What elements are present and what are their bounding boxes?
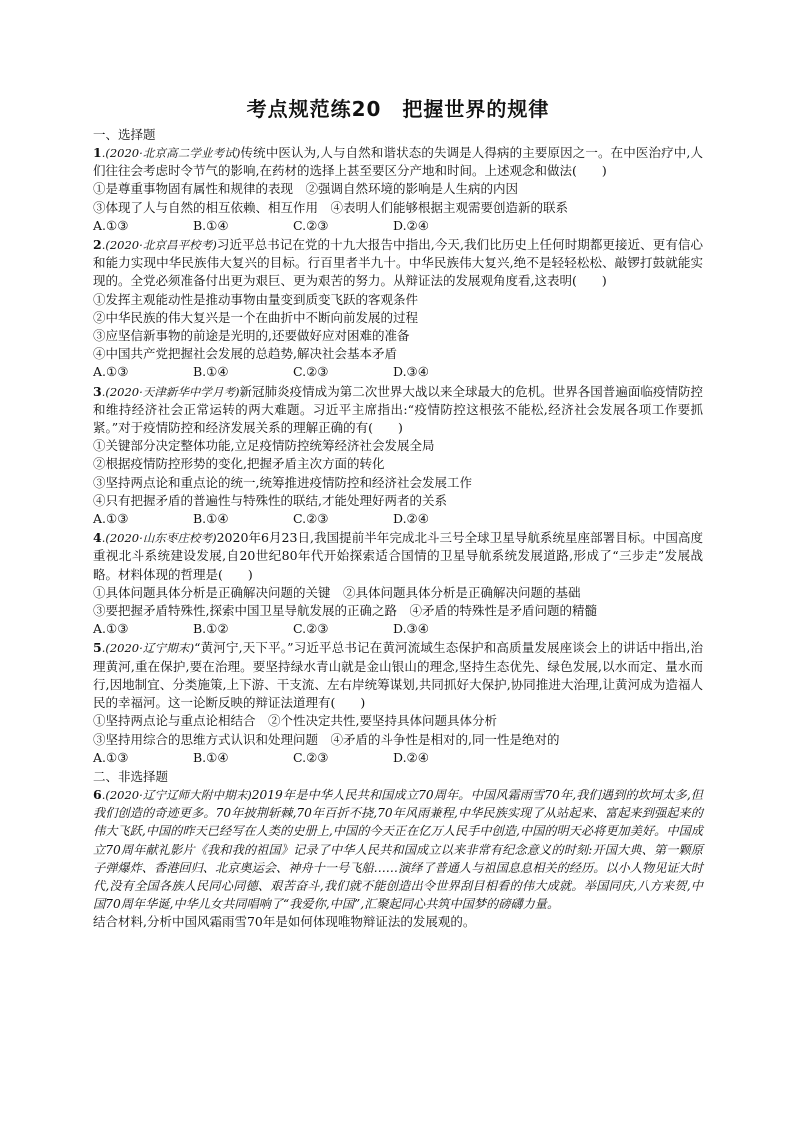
option-line: ①坚持两点论与重点论相结合 ②个性决定共性,要坚持具体问题具体分析 bbox=[93, 713, 497, 729]
question-2 bbox=[93, 236, 703, 382]
choice-b: B.①④ bbox=[193, 749, 229, 765]
section-heading-choice: 一、选择题 bbox=[93, 127, 156, 142]
option-line: ④只有把握矛盾的普遍性与特殊性的联结,才能处理好两者的关系 bbox=[93, 492, 447, 508]
question-text: 传统中医认为,人与自然和谐状态的失调是人得病的主要原因之一。在中医治疗中,人们往往会考虑时令节气的影响,在药材的选择上甚至要区分产地和时间。上述观念和做法( ) bbox=[93, 145, 703, 179]
option-line: ③要把握矛盾特殊性,探索中国卫星导航发展的正确之路 ④矛盾的特殊性是矛盾问题的精髓 bbox=[93, 603, 597, 619]
choice-d: D.②④ bbox=[393, 749, 429, 765]
question-number: 2 bbox=[93, 237, 102, 253]
choice-d: D.②④ bbox=[393, 217, 429, 233]
answer-choices bbox=[93, 363, 703, 381]
choice-a: A.①③ bbox=[93, 511, 129, 527]
choice-c: C.②③ bbox=[293, 217, 329, 233]
question-number: 6 bbox=[93, 786, 102, 802]
question-source: .(2020·辽宁辽师大附中期末) bbox=[101, 787, 252, 802]
question-source: .(2020·北京昌平校考) bbox=[101, 238, 217, 253]
question-source: .(2020·北京高二学业考试) bbox=[101, 146, 241, 160]
document-page bbox=[93, 96, 703, 932]
answer-choices bbox=[93, 510, 703, 528]
choice-d: D.③④ bbox=[393, 621, 429, 637]
question-number: 4 bbox=[93, 530, 102, 546]
answer-choices bbox=[93, 749, 703, 767]
choice-c: C.②③ bbox=[293, 749, 329, 765]
choice-a: A.①③ bbox=[93, 749, 129, 765]
question-number: 1 bbox=[93, 145, 102, 160]
answer-choices bbox=[93, 217, 703, 235]
option-line: ②中华民族的伟大复兴是一个在曲折中不断向前发展的过程 bbox=[93, 309, 419, 325]
question-2-stem bbox=[93, 236, 703, 291]
option-line: ①具体问题具体分析是正确解决问题的关键 ②具体问题具体分析是正确解决问题的基础 bbox=[93, 584, 581, 600]
option-line: ①关键部分决定整体功能,立足疫情防控统筹经济社会发展全局 bbox=[93, 438, 435, 454]
option-line: ①是尊重事物固有属性和规律的表现 ②强调自然环境的影响是人生病的内因 bbox=[93, 181, 519, 197]
question-source: .(2020·天津新华中学月考) bbox=[101, 384, 240, 399]
option-line: ③坚持两点论和重点论的统一,统筹推进疫情防控和经济社会发展工作 bbox=[93, 474, 472, 490]
choice-b: B.①④ bbox=[193, 217, 229, 233]
choice-d: D.③④ bbox=[393, 364, 429, 380]
question-source: .(2020·山东枣庄校考) bbox=[101, 531, 217, 546]
option-line: ①发挥主观能动性是推动事物由量变到质变飞跃的客观条件 bbox=[93, 291, 419, 307]
choice-b: B.①④ bbox=[193, 511, 229, 527]
question-5-stem bbox=[93, 639, 703, 712]
choice-c: C.②③ bbox=[293, 364, 329, 380]
option-line: ②根据疫情防控形势的变化,把握矛盾主次方面的转化 bbox=[93, 456, 385, 472]
question-source: .(2020·辽宁期末) bbox=[101, 641, 195, 656]
page-title: 考点规范练20 把握世界的规律 bbox=[246, 97, 550, 121]
question-number: 5 bbox=[93, 640, 102, 656]
question-1-stem bbox=[93, 144, 703, 180]
choice-a: A.①③ bbox=[93, 364, 129, 380]
question-1 bbox=[93, 144, 703, 235]
question-number: 3 bbox=[93, 383, 102, 399]
question-text: “黄河宁,天下平。”习近平总书记在黄河流域生态保护和高质量发展座谈会上的讲话中指出,治理黄河,重在保护,要在治理。要坚持绿水青山就是金山银山的理念,坚持生态优先、绿色发展,以水而定、量水而行,因地制宜、分类施策,上下游、干支流、左右岸统筹谋划,共同抓好大保护,协同推进大治理,让黄河成为造福人民的幸福河。这一论断反映的辩证法道理有( ) bbox=[93, 640, 703, 711]
section-heading-non-choice: 二、非选择题 bbox=[93, 768, 169, 784]
question-3 bbox=[93, 383, 703, 529]
question-6-prompt: 结合材料,分析中国风霜雨雪70年是如何体现唯物辩证法的发展观的。 bbox=[93, 914, 476, 930]
question-4 bbox=[93, 529, 703, 638]
choice-c: C.②③ bbox=[293, 511, 329, 527]
option-line: ③坚持用综合的思维方式认识和处理问题 ④矛盾的斗争性是相对的,同一性是绝对的 bbox=[93, 731, 560, 747]
question-6-material bbox=[93, 786, 703, 913]
choice-b: B.①④ bbox=[193, 364, 229, 380]
choice-d: D.②④ bbox=[393, 511, 429, 527]
question-4-stem bbox=[93, 529, 703, 584]
question-text: 2020年6月23日,我国提前半年完成北斗三号全球卫星导航系统星座部署目标。中国高度重视北斗系统建设发展,自20世纪80年代开始探索适合国情的卫星导航系统发展道路,形成了“三步走”发展战略。材料体现的哲理是( ) bbox=[93, 530, 703, 582]
material-text: 2019年是中华人民共和国成立70周年。中国风霜雨雪70年,我们遇到的坎坷太多,但我们创造的奇迹更多。70年披荆斩棘,70年百折不挠,70年风雨兼程,中华民族实现了从站起来、富起来到强起来的伟大飞跃,中国的昨天已经写在人类的史册上,中国的今天正在亿万人民手中创造,中国的明天必将更加美好。中国成立70周年献礼影片《我和我的祖国》记录了中华人民共和国成立以来非常有纪念意义的时刻:开国大典、第一颗原子弹爆炸、香港回归、北京奥运会、神舟十一号飞船……演绎了普通人与祖国息息相关的经历。以小人物见证大时代,没有全国各族人民同心同德、艰苦奋斗,我们就不能创造出令世界刮目相看的伟大成就。举国同庆,八方来贺,中国70周年华诞,中华儿女共同唱响了“我爱你,中国”,汇聚起同心共筑中国梦的磅礴力量。 bbox=[93, 787, 703, 912]
question-3-stem bbox=[93, 383, 703, 438]
question-6 bbox=[93, 786, 703, 932]
choice-a: A.①③ bbox=[93, 621, 129, 637]
option-line: ③体现了人与自然的相互依赖、相互作用 ④表明人们能够根据主观需要创造新的联系 bbox=[93, 199, 569, 215]
option-line: ④中国共产党把握社会发展的总趋势,解决社会基本矛盾 bbox=[93, 346, 397, 362]
choice-a: A.①③ bbox=[93, 217, 129, 233]
choice-c: C.②③ bbox=[293, 621, 329, 637]
question-5 bbox=[93, 639, 703, 766]
question-text: 新冠肺炎疫情成为第二次世界大战以来全球最大的危机。世界各国普遍面临疫情防控和维持经济社会正常运转的两大难题。习近平主席指出:“疫情防控这根弦不能松,经济社会发展各项工作要抓紧。”对于疫情防控和经济发展关系的理解正确的有( ) bbox=[93, 383, 703, 436]
option-line: ③应坚信新事物的前途是光明的,还要做好应对困难的准备 bbox=[93, 328, 410, 344]
choice-b: B.①② bbox=[193, 621, 229, 637]
answer-choices bbox=[93, 620, 703, 638]
question-text: 习近平总书记在党的十九大报告中指出,今天,我们比历史上任何时期都更接近、更有信心和能力实现中华民族伟大复兴的目标。行百里者半九十。中华民族伟大复兴,绝不是轻轻松松、敲锣打鼓就能实现的。全党必须准备付出更为艰巨、更为艰苦的努力。从辩证法的发展观角度看,这表明( ) bbox=[93, 237, 703, 289]
